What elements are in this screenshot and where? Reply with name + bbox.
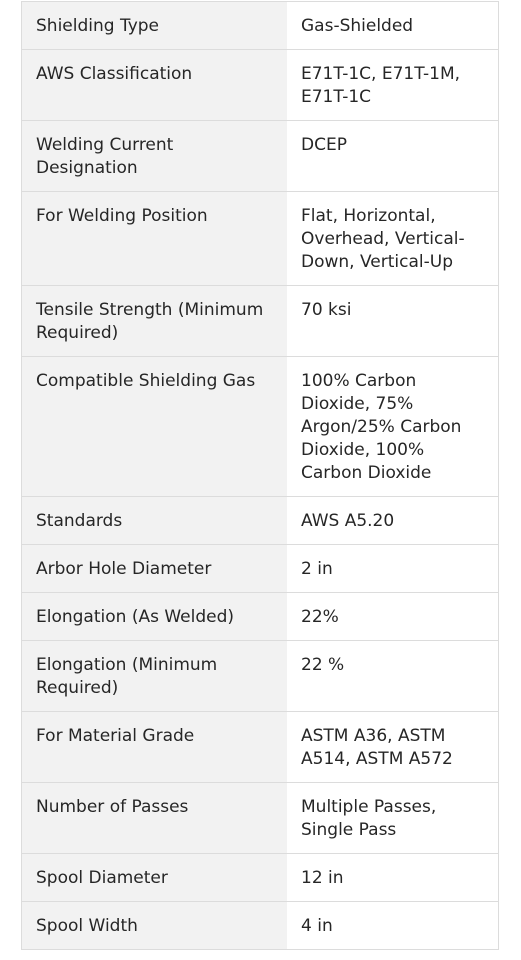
spec-value: 4 in [287,902,499,950]
spec-label: Shielding Type [22,2,288,50]
spec-value: Flat, Horizontal, Overhead, Vertical-Down, Vertical-Up [287,192,499,286]
spec-label: Arbor Hole Diameter [22,545,288,593]
table-row-standards [22,497,499,545]
table-row-arbor-hole-diameter [22,545,499,593]
spec-value: 22% [287,593,499,641]
spec-label: Spool Diameter [22,854,288,902]
table-row-material-grade [22,712,499,783]
spec-label: Welding Current Designation [22,121,288,192]
spec-label: Elongation (As Welded) [22,593,288,641]
table-row-elongation-as-welded [22,593,499,641]
table-row-welding-position [22,192,499,286]
specifications-table [21,1,499,950]
spec-value: DCEP [287,121,499,192]
spec-value: Multiple Passes, Single Pass [287,783,499,854]
spec-value: 70 ksi [287,286,499,357]
spec-label: For Material Grade [22,712,288,783]
spec-value: ASTM A36, ASTM A514, ASTM A572 [287,712,499,783]
table-row-spool-diameter [22,854,499,902]
table-row-spool-width [22,902,499,950]
specifications-table-body [22,2,499,950]
table-row-elongation-minimum [22,641,499,712]
spec-value: E71T-1C, E71T-1M, E71T-1C [287,50,499,121]
spec-label: AWS Classification [22,50,288,121]
spec-value: AWS A5.20 [287,497,499,545]
spec-value: 2 in [287,545,499,593]
spec-label: Number of Passes [22,783,288,854]
spec-label: Compatible Shielding Gas [22,357,288,497]
table-row-number-of-passes [22,783,499,854]
table-row-welding-current-designation [22,121,499,192]
spec-label: Standards [22,497,288,545]
table-row-tensile-strength [22,286,499,357]
spec-value: 22 % [287,641,499,712]
spec-label: Tensile Strength (Minimum Required) [22,286,288,357]
table-row-aws-classification [22,50,499,121]
table-row-shielding-type [22,2,499,50]
table-row-shielding-gas [22,357,499,497]
spec-label: For Welding Position [22,192,288,286]
spec-label: Spool Width [22,902,288,950]
spec-value: Gas-Shielded [287,2,499,50]
spec-value: 100% Carbon Dioxide, 75% Argon/25% Carbon Dioxide, 100% Carbon Dioxide [287,357,499,497]
spec-label: Elongation (Minimum Required) [22,641,288,712]
spec-value: 12 in [287,854,499,902]
